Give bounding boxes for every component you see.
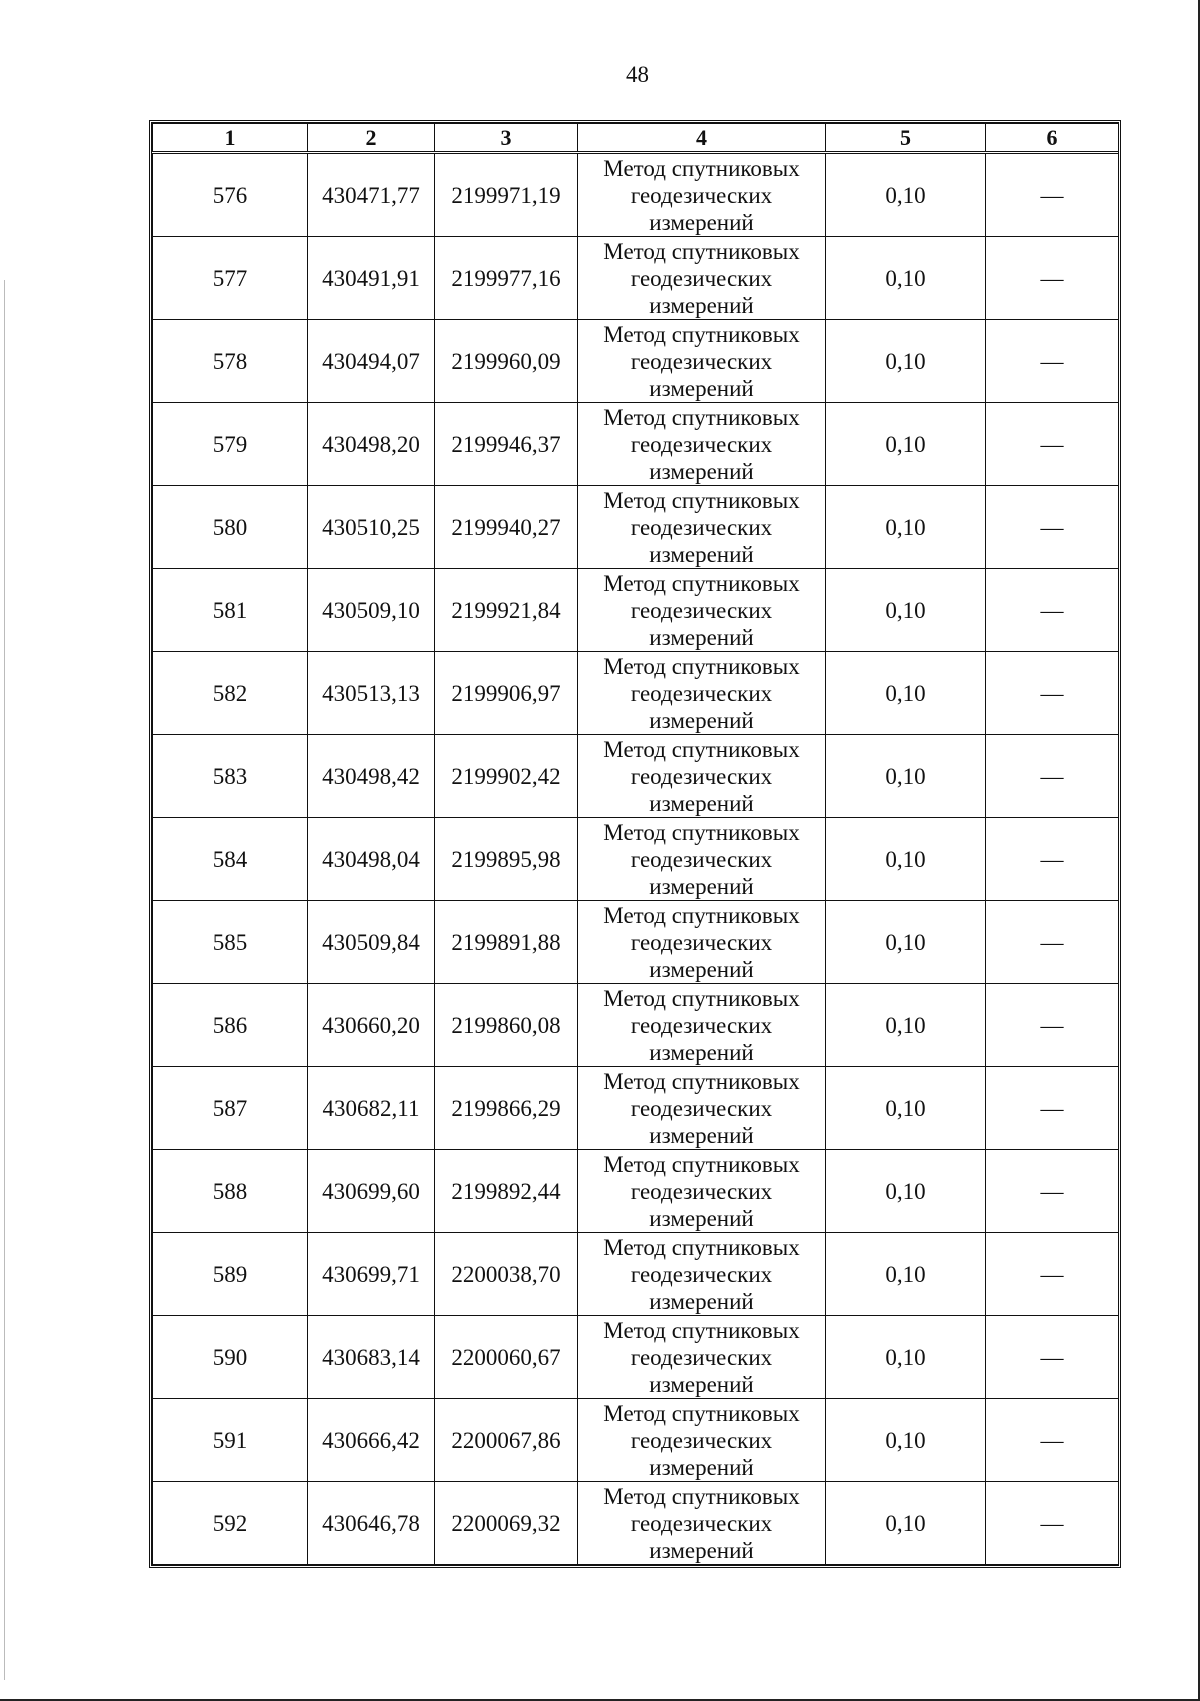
method-line: Метод спутниковых [603, 1483, 800, 1509]
note-cell: — [986, 984, 1119, 1067]
coordinate-x-cell: 430471,77 [308, 153, 435, 237]
table-row [153, 403, 1119, 486]
table-row [153, 652, 1119, 735]
note-cell: — [986, 901, 1119, 984]
coordinate-y-cell: 2200067,86 [435, 1399, 578, 1482]
method-line: геодезических [630, 182, 773, 208]
method-line: измерений [649, 956, 754, 982]
method-line: Метод спутниковых [603, 653, 800, 679]
method-line: геодезических [630, 1012, 773, 1038]
method-cell [578, 735, 826, 818]
accuracy-cell: 0,10 [826, 735, 986, 818]
coordinate-y-cell: 2199892,44 [435, 1150, 578, 1233]
point-number-cell: 586 [153, 984, 308, 1067]
accuracy-cell: 0,10 [826, 984, 986, 1067]
table-row [153, 237, 1119, 320]
coordinates-table-frame [149, 120, 1121, 1568]
point-number-cell: 578 [153, 320, 308, 403]
point-number-cell: 584 [153, 818, 308, 901]
coordinate-x-cell: 430683,14 [308, 1316, 435, 1399]
method-cell [578, 1399, 826, 1482]
method-line: геодезических [630, 1261, 773, 1287]
method-line: геодезических [630, 514, 773, 540]
coordinate-x-cell: 430491,91 [308, 237, 435, 320]
table-row [153, 486, 1119, 569]
accuracy-cell: 0,10 [826, 901, 986, 984]
note-cell: — [986, 652, 1119, 735]
method-line: геодезических [630, 1427, 773, 1453]
method-line: измерений [649, 1122, 754, 1148]
note-cell: — [986, 569, 1119, 652]
table-row [153, 1150, 1119, 1233]
table-row [153, 735, 1119, 818]
method-line: измерений [649, 1537, 754, 1563]
point-number-cell: 591 [153, 1399, 308, 1482]
coordinate-x-cell: 430646,78 [308, 1482, 435, 1565]
point-number-cell: 588 [153, 1150, 308, 1233]
coordinate-x-cell: 430666,42 [308, 1399, 435, 1482]
coordinate-y-cell: 2199891,88 [435, 901, 578, 984]
note-cell: — [986, 818, 1119, 901]
table-row [153, 1067, 1119, 1150]
method-line: Метод спутниковых [603, 570, 800, 596]
point-number-cell: 579 [153, 403, 308, 486]
coordinate-y-cell: 2200060,67 [435, 1316, 578, 1399]
point-number-cell: 592 [153, 1482, 308, 1565]
coordinate-y-cell: 2199977,16 [435, 237, 578, 320]
accuracy-cell: 0,10 [826, 237, 986, 320]
method-line: Метод спутниковых [603, 487, 800, 513]
scan-edge-left [4, 280, 5, 1680]
note-cell: — [986, 1399, 1119, 1482]
column-header: 4 [578, 124, 826, 153]
table-row [153, 153, 1119, 237]
note-cell: — [986, 403, 1119, 486]
note-cell: — [986, 1150, 1119, 1233]
table-row [153, 1399, 1119, 1482]
table-row [153, 984, 1119, 1067]
method-line: измерений [649, 624, 754, 650]
accuracy-cell: 0,10 [826, 1233, 986, 1316]
page-number: 48 [626, 62, 649, 87]
accuracy-cell: 0,10 [826, 569, 986, 652]
method-line: геодезических [630, 431, 773, 457]
method-line: геодезических [630, 597, 773, 623]
coordinate-x-cell: 430510,25 [308, 486, 435, 569]
accuracy-cell: 0,10 [826, 1482, 986, 1565]
method-line: измерений [649, 458, 754, 484]
table-row [153, 1482, 1119, 1565]
point-number-cell: 587 [153, 1067, 308, 1150]
coordinate-x-cell: 430699,71 [308, 1233, 435, 1316]
coordinate-x-cell: 430660,20 [308, 984, 435, 1067]
accuracy-cell: 0,10 [826, 1399, 986, 1482]
method-line: Метод спутниковых [603, 321, 800, 347]
method-line: Метод спутниковых [603, 1234, 800, 1260]
point-number-cell: 580 [153, 486, 308, 569]
accuracy-cell: 0,10 [826, 652, 986, 735]
method-line: Метод спутниковых [603, 238, 800, 264]
table-row [153, 901, 1119, 984]
table-header-row [153, 124, 1119, 153]
method-line: измерений [649, 873, 754, 899]
coordinate-x-cell: 430513,13 [308, 652, 435, 735]
accuracy-cell: 0,10 [826, 818, 986, 901]
method-cell [578, 486, 826, 569]
coordinate-x-cell: 430509,84 [308, 901, 435, 984]
coordinate-x-cell: 430498,20 [308, 403, 435, 486]
method-line: Метод спутниковых [603, 1400, 800, 1426]
accuracy-cell: 0,10 [826, 1150, 986, 1233]
note-cell: — [986, 1233, 1119, 1316]
column-header: 1 [153, 124, 308, 153]
coordinate-x-cell: 430699,60 [308, 1150, 435, 1233]
point-number-cell: 583 [153, 735, 308, 818]
coordinate-y-cell: 2199902,42 [435, 735, 578, 818]
method-line: геодезических [630, 348, 773, 374]
method-line: измерений [649, 292, 754, 318]
method-line: геодезических [630, 1095, 773, 1121]
method-line: измерений [649, 375, 754, 401]
method-line: Метод спутниковых [603, 902, 800, 928]
method-line: измерений [649, 790, 754, 816]
note-cell: — [986, 735, 1119, 818]
table-row [153, 320, 1119, 403]
coordinate-y-cell: 2200038,70 [435, 1233, 578, 1316]
method-line: измерений [649, 1205, 754, 1231]
coordinate-y-cell: 2199971,19 [435, 153, 578, 237]
coordinate-y-cell: 2199860,08 [435, 984, 578, 1067]
accuracy-cell: 0,10 [826, 486, 986, 569]
accuracy-cell: 0,10 [826, 403, 986, 486]
method-line: измерений [649, 1288, 754, 1314]
method-line: геодезических [630, 1344, 773, 1370]
column-header: 5 [826, 124, 986, 153]
accuracy-cell: 0,10 [826, 320, 986, 403]
coordinate-x-cell: 430494,07 [308, 320, 435, 403]
method-line: геодезических [630, 846, 773, 872]
method-line: измерений [649, 1039, 754, 1065]
note-cell: — [986, 1482, 1119, 1565]
method-cell [578, 1150, 826, 1233]
method-line: измерений [649, 541, 754, 567]
accuracy-cell: 0,10 [826, 1316, 986, 1399]
method-cell [578, 818, 826, 901]
method-line: измерений [649, 707, 754, 733]
method-cell [578, 403, 826, 486]
coordinate-y-cell: 2199960,09 [435, 320, 578, 403]
coordinate-y-cell: 2199906,97 [435, 652, 578, 735]
method-line: Метод спутниковых [603, 404, 800, 430]
method-line: Метод спутниковых [603, 1317, 800, 1343]
point-number-cell: 581 [153, 569, 308, 652]
coordinate-x-cell: 430498,04 [308, 818, 435, 901]
point-number-cell: 576 [153, 153, 308, 237]
point-number-cell: 577 [153, 237, 308, 320]
method-cell [578, 569, 826, 652]
table-row [153, 1233, 1119, 1316]
column-header: 3 [435, 124, 578, 153]
coordinates-table [152, 123, 1119, 1565]
coordinate-y-cell: 2199940,27 [435, 486, 578, 569]
coordinate-x-cell: 430682,11 [308, 1067, 435, 1150]
method-line: геодезических [630, 1510, 773, 1536]
method-cell [578, 320, 826, 403]
method-line: геодезических [630, 763, 773, 789]
column-header: 6 [986, 124, 1119, 153]
method-cell [578, 1233, 826, 1316]
method-cell [578, 652, 826, 735]
table-row [153, 818, 1119, 901]
method-cell [578, 1067, 826, 1150]
method-line: Метод спутниковых [603, 736, 800, 762]
point-number-cell: 589 [153, 1233, 308, 1316]
note-cell: — [986, 1067, 1119, 1150]
method-line: геодезических [630, 265, 773, 291]
method-line: Метод спутниковых [603, 819, 800, 845]
coordinate-y-cell: 2199895,98 [435, 818, 578, 901]
method-cell [578, 237, 826, 320]
note-cell: — [986, 153, 1119, 237]
method-cell [578, 1482, 826, 1565]
note-cell: — [986, 1316, 1119, 1399]
coordinate-y-cell: 2199866,29 [435, 1067, 578, 1150]
method-line: Метод спутниковых [603, 155, 800, 181]
accuracy-cell: 0,10 [826, 153, 986, 237]
method-line: Метод спутниковых [603, 1068, 800, 1094]
method-line: геодезических [630, 1178, 773, 1204]
method-cell [578, 1316, 826, 1399]
table-row [153, 1316, 1119, 1399]
accuracy-cell: 0,10 [826, 1067, 986, 1150]
note-cell: — [986, 486, 1119, 569]
coordinate-y-cell: 2200069,32 [435, 1482, 578, 1565]
coordinate-y-cell: 2199921,84 [435, 569, 578, 652]
method-line: измерений [649, 1454, 754, 1480]
method-cell [578, 984, 826, 1067]
method-line: Метод спутниковых [603, 985, 800, 1011]
method-line: геодезических [630, 680, 773, 706]
table-row [153, 569, 1119, 652]
column-header: 2 [308, 124, 435, 153]
method-line: Метод спутниковых [603, 1151, 800, 1177]
method-line: геодезических [630, 929, 773, 955]
note-cell: — [986, 237, 1119, 320]
point-number-cell: 590 [153, 1316, 308, 1399]
note-cell: — [986, 320, 1119, 403]
point-number-cell: 582 [153, 652, 308, 735]
table-body [153, 153, 1119, 1565]
coordinate-y-cell: 2199946,37 [435, 403, 578, 486]
coordinate-x-cell: 430498,42 [308, 735, 435, 818]
point-number-cell: 585 [153, 901, 308, 984]
method-line: измерений [649, 1371, 754, 1397]
method-cell [578, 901, 826, 984]
coordinate-x-cell: 430509,10 [308, 569, 435, 652]
method-line: измерений [649, 209, 754, 235]
method-cell [578, 153, 826, 237]
